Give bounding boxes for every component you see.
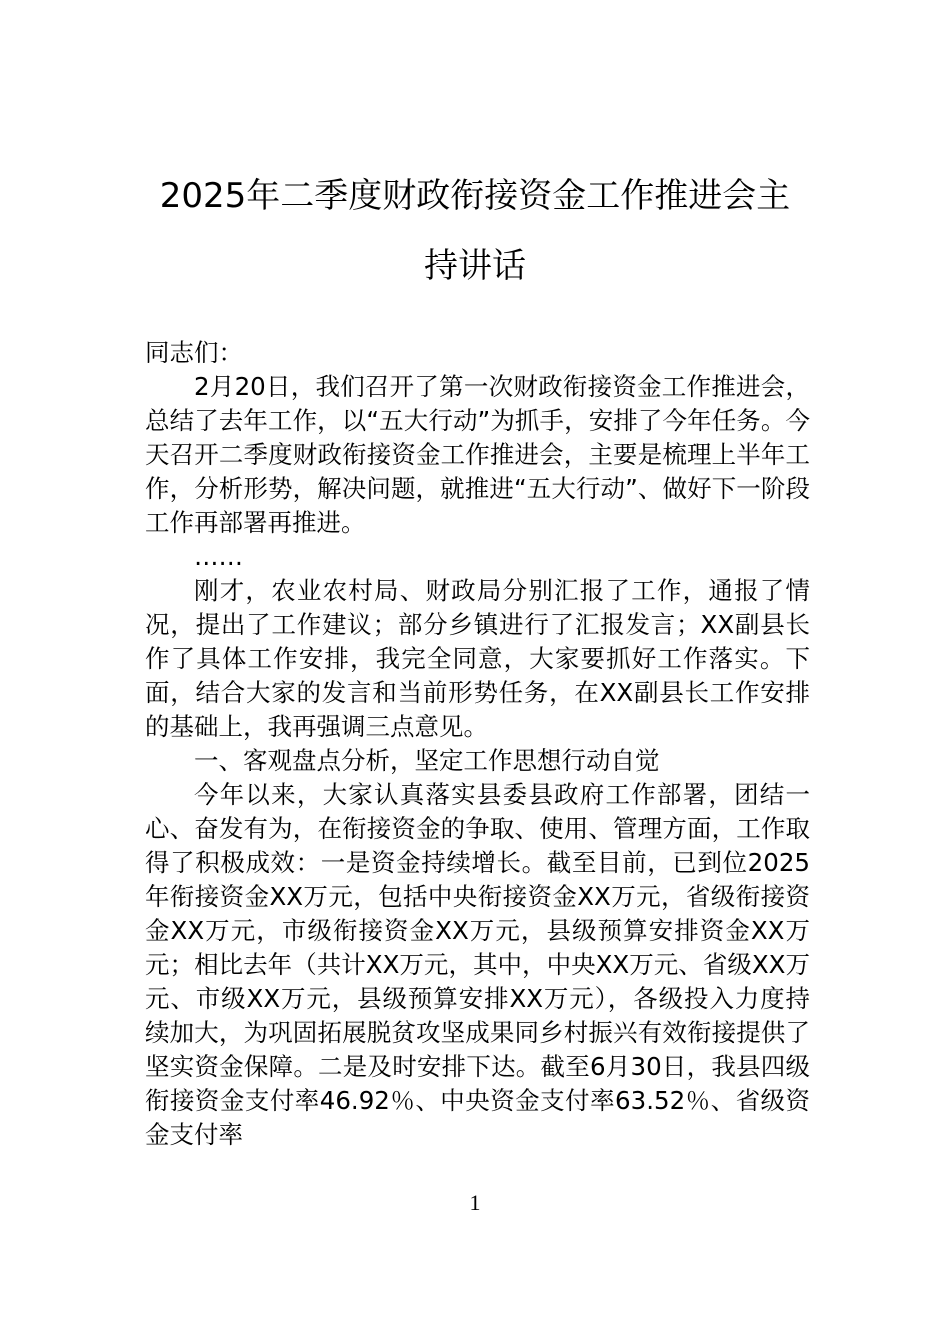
page-number: 1 <box>469 1190 481 1215</box>
paragraph-opening: 2月20日，我们召开了第一次财政衔接资金工作推进会，总结了去年工作，以“五大行动”为抓手，安排了今年任务。今天召开二季度财政衔接资金工作推进会，主要是梳理上半年工作，分析形势，解决问题，就推进“五大行动”、做好下一阶段工作再部署再推进。 <box>145 372 810 537</box>
document-title-line-1: 2025年二季度财政衔接资金工作推进会主 <box>159 176 791 216</box>
document-body <box>145 336 810 1152</box>
paragraph-ellipsis: …… <box>194 542 243 571</box>
paragraph-section-one: 今年以来，大家认真落实县委县政府工作部署，团结一心、奋发有为，在衔接资金的争取、使用、管理方面，工作取得了积极成效：一是资金持续增长。截至目前，已到位2025年衔接资金XX万元，包括中央衔接资金XX万元，省级衔接资金XX万元，市级衔接资金XX万元，县级预算安排资金XX万元；相比去年（共计XX万元，其中，中央XX万元、省级XX万元、市级XX万元，县级预算安排XX万元），各级投入力度持续加大，为巩固拓展脱贫攻坚成果同乡村振兴有效衔接提供了坚实资金保障。二是及时安排下达。截至6月30日，我县四级衔接资金支付率46.92％、中央资金支付率63.52％、省级资金支付率 <box>145 780 810 1149</box>
section-heading: 一、客观盘点分析，坚定工作思想行动自觉 <box>194 746 660 775</box>
salutation: 同志们： <box>145 338 243 367</box>
paragraph-summary: 刚才，农业农村局、财政局分别汇报了工作，通报了情况，提出了工作建议；部分乡镇进行了汇报发言；XX副县长作了具体工作安排，我完全同意，大家要抓好工作落实。下面，结合大家的发言和当前形势任务，在XX副县长工作安排的基础上，我再强调三点意见。 <box>145 576 810 741</box>
document-title-line-2: 持讲话 <box>424 246 526 286</box>
